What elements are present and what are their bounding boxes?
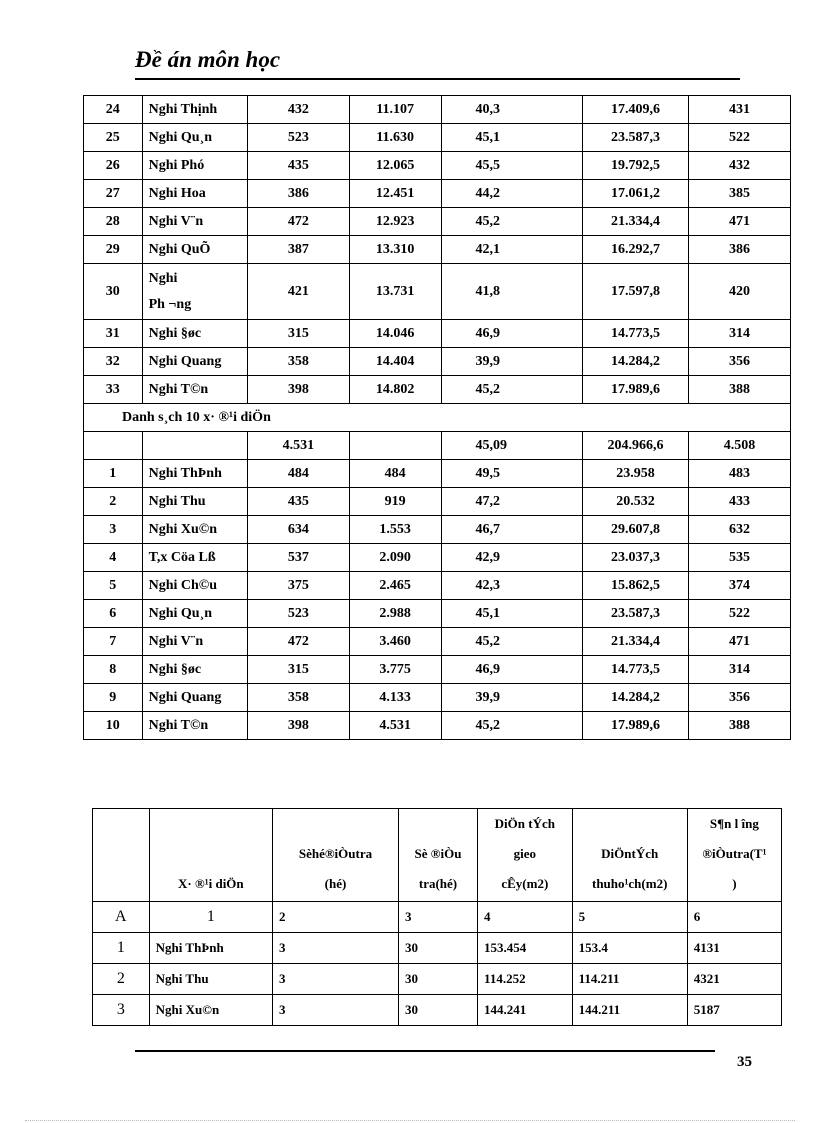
header-cell <box>687 809 781 902</box>
cell-value: 45,1 <box>441 600 582 628</box>
cell-value: 30 <box>398 933 477 964</box>
cell-name: Nghi ThÞnh <box>149 933 272 964</box>
commune-data-table <box>83 95 791 740</box>
page-edge-dotted-line <box>25 1120 795 1121</box>
cell-value: 398 <box>247 376 349 404</box>
cell-no: 3 <box>84 516 143 544</box>
header-line: cÊy(m2) <box>501 876 549 891</box>
header-line: ®iÒutra(T¹ <box>702 846 767 861</box>
cell-no: 8 <box>84 656 143 684</box>
cell-name: Nghi Qu¸n <box>142 124 247 152</box>
cell-value: 435 <box>247 488 349 516</box>
table-row <box>93 964 782 995</box>
table-row <box>93 995 782 1026</box>
cell-value: 634 <box>247 516 349 544</box>
cell-name: Nghi Thu <box>142 488 247 516</box>
cell-value: 153.4 <box>572 933 687 964</box>
cell-value: 356 <box>688 348 790 376</box>
cell-value: 21.334,4 <box>582 208 688 236</box>
cell-no: 2 <box>84 488 143 516</box>
cell-value: 13.310 <box>349 236 441 264</box>
footer-divider <box>135 1050 715 1052</box>
cell-no: 9 <box>84 684 143 712</box>
cell-value: 45,2 <box>441 376 582 404</box>
cell-value: 40,3 <box>441 96 582 124</box>
section-title: Danh s¸ch 10 x· ®¹i diÖn <box>84 404 791 432</box>
cell-value: 29.607,8 <box>582 516 688 544</box>
cell-no: 1 <box>84 460 143 488</box>
cell-value: 23.587,3 <box>582 600 688 628</box>
cell-value: 45,2 <box>441 712 582 740</box>
cell-name: Nghi QuÕ <box>142 236 247 264</box>
cell-value: 46,7 <box>441 516 582 544</box>
cell-value: 1.553 <box>349 516 441 544</box>
cell-value: 433 <box>688 488 790 516</box>
cell-value: 472 <box>247 628 349 656</box>
cell-value: 30 <box>398 995 477 1026</box>
cell-name: Nghi Xu©n <box>142 516 247 544</box>
cell-total: 4.508 <box>688 432 790 460</box>
cell-no: 29 <box>84 236 143 264</box>
header-cell-empty <box>93 809 150 902</box>
table-row <box>84 96 791 124</box>
cell-value: 398 <box>247 712 349 740</box>
cell-total: 45,09 <box>441 432 582 460</box>
cell-value: 314 <box>688 656 790 684</box>
table-row <box>84 208 791 236</box>
index-cell: 6 <box>687 902 781 933</box>
cell-value: 144.241 <box>478 995 573 1026</box>
cell-empty <box>142 432 247 460</box>
table-row <box>84 460 791 488</box>
table-header-row <box>93 809 782 902</box>
cell-value: 14.802 <box>349 376 441 404</box>
cell-value: 374 <box>688 572 790 600</box>
cell-value: 471 <box>688 208 790 236</box>
cell-value: 3 <box>273 964 399 995</box>
cell-value: 49,5 <box>441 460 582 488</box>
cell-value: 2.090 <box>349 544 441 572</box>
cell-value: 14.046 <box>349 320 441 348</box>
cell-value: 17.409,6 <box>582 96 688 124</box>
cell-value: 45,5 <box>441 152 582 180</box>
cell-value: 45,2 <box>441 208 582 236</box>
cell-value: 421 <box>247 264 349 320</box>
index-cell: A <box>93 902 150 933</box>
cell-value: 14.404 <box>349 348 441 376</box>
cell-no: 30 <box>84 264 143 320</box>
cell-no: 33 <box>84 376 143 404</box>
cell-no: 6 <box>84 600 143 628</box>
cell-name: Nghi §øc <box>142 656 247 684</box>
cell-total: 204.966,6 <box>582 432 688 460</box>
cell-value: 14.773,5 <box>582 320 688 348</box>
cell-value: 472 <box>247 208 349 236</box>
cell-value: 13.731 <box>349 264 441 320</box>
cell-value: 2.465 <box>349 572 441 600</box>
cell-name: Nghi Phó <box>142 152 247 180</box>
cell-value: 432 <box>688 152 790 180</box>
cell-value: 42,1 <box>441 236 582 264</box>
table-row <box>84 320 791 348</box>
cell-value: 4321 <box>687 964 781 995</box>
header-line: S¶n l îng <box>709 816 759 831</box>
header-line: thuho¹ch(m2) <box>592 876 668 891</box>
cell-name: Nghi ThÞnh <box>142 460 247 488</box>
cell-no: 7 <box>84 628 143 656</box>
cell-name: Nghi T©n <box>142 712 247 740</box>
table-row <box>84 656 791 684</box>
cell-name: Nghi Qu¸n <box>142 600 247 628</box>
table-row <box>84 684 791 712</box>
cell-value: 12.451 <box>349 180 441 208</box>
cell-value: 15.862,5 <box>582 572 688 600</box>
index-cell: 1 <box>149 902 272 933</box>
table-row <box>84 264 791 320</box>
index-cell: 3 <box>398 902 477 933</box>
cell-value: 20.532 <box>582 488 688 516</box>
cell-value: 388 <box>688 376 790 404</box>
cell-value: 432 <box>247 96 349 124</box>
cell-value: 23.958 <box>582 460 688 488</box>
cell-name: Nghi Ch©u <box>142 572 247 600</box>
header-line: X· ®¹i diÖn <box>178 876 244 891</box>
cell-value: 5187 <box>687 995 781 1026</box>
section-row <box>84 404 791 432</box>
cell-value: 44,2 <box>441 180 582 208</box>
cell-value: 420 <box>688 264 790 320</box>
cell-no: 25 <box>84 124 143 152</box>
cell-value: 358 <box>247 348 349 376</box>
cell-name: Nghi T©n <box>142 376 247 404</box>
cell-value: 42,9 <box>441 544 582 572</box>
index-cell: 4 <box>478 902 573 933</box>
header-line: (hé) <box>324 876 347 891</box>
cell-value: 535 <box>688 544 790 572</box>
header-line: gieo <box>513 846 537 861</box>
cell-value: 522 <box>688 600 790 628</box>
cell-empty <box>349 432 441 460</box>
cell-value: 12.065 <box>349 152 441 180</box>
cell-value: 114.252 <box>478 964 573 995</box>
cell-value: 46,9 <box>441 656 582 684</box>
header-line: DiÖntÝch <box>601 846 659 861</box>
cell-value: 483 <box>688 460 790 488</box>
cell-value: 16.292,7 <box>582 236 688 264</box>
cell-no: 27 <box>84 180 143 208</box>
table-row <box>84 516 791 544</box>
table-row <box>84 712 791 740</box>
cell-name: Nghi Quang <box>142 348 247 376</box>
index-cell: 2 <box>273 902 399 933</box>
cell-value: 30 <box>398 964 477 995</box>
table-row <box>84 544 791 572</box>
cell-value: 144.211 <box>572 995 687 1026</box>
cell-value: 41,8 <box>441 264 582 320</box>
cell-name-line: Ph ¬ng <box>148 296 192 312</box>
cell-value: 39,9 <box>441 348 582 376</box>
cell-value: 386 <box>247 180 349 208</box>
index-cell: 5 <box>572 902 687 933</box>
column-index-row <box>93 902 782 933</box>
cell-value: 2.988 <box>349 600 441 628</box>
cell-value: 523 <box>247 124 349 152</box>
header-cell <box>398 809 477 902</box>
cell-total: 4.531 <box>247 432 349 460</box>
cell-name: Nghi Xu©n <box>149 995 272 1026</box>
cell-no: 28 <box>84 208 143 236</box>
cell-value: 919 <box>349 488 441 516</box>
table-row <box>93 933 782 964</box>
cell-value: 315 <box>247 320 349 348</box>
cell-value: 314 <box>688 320 790 348</box>
cell-value: 23.037,3 <box>582 544 688 572</box>
cell-name: Nghi Hoa <box>142 180 247 208</box>
cell-name-line: Nghi <box>148 270 178 286</box>
table-row <box>84 152 791 180</box>
cell-value: 385 <box>688 180 790 208</box>
cell-no: 3 <box>93 995 150 1026</box>
cell-value: 3.460 <box>349 628 441 656</box>
cell-value: 356 <box>688 684 790 712</box>
cell-value: 3.775 <box>349 656 441 684</box>
cell-no: 1 <box>93 933 150 964</box>
cell-no: 5 <box>84 572 143 600</box>
table-row <box>84 628 791 656</box>
cell-value: 4131 <box>687 933 781 964</box>
cell-value: 523 <box>247 600 349 628</box>
cell-value: 23.587,3 <box>582 124 688 152</box>
cell-value: 537 <box>247 544 349 572</box>
cell-value: 11.630 <box>349 124 441 152</box>
cell-value: 14.773,5 <box>582 656 688 684</box>
header-cell <box>478 809 573 902</box>
cell-value: 522 <box>688 124 790 152</box>
document-header-title: Đề án môn học <box>135 47 281 72</box>
cell-value: 14.284,2 <box>582 348 688 376</box>
cell-name: Nghi Quang <box>142 684 247 712</box>
cell-value: 42,3 <box>441 572 582 600</box>
cell-value: 17.597,8 <box>582 264 688 320</box>
cell-value: 3 <box>273 995 399 1026</box>
cell-value: 632 <box>688 516 790 544</box>
cell-name <box>142 264 247 320</box>
cell-value: 4.133 <box>349 684 441 712</box>
cell-name: Nghi Thịnh <box>142 96 247 124</box>
totals-row <box>84 432 791 460</box>
cell-value: 386 <box>688 236 790 264</box>
cell-value: 375 <box>247 572 349 600</box>
cell-name: Nghi V¨n <box>142 628 247 656</box>
cell-value: 471 <box>688 628 790 656</box>
cell-value: 153.454 <box>478 933 573 964</box>
cell-value: 114.211 <box>572 964 687 995</box>
cell-empty <box>84 432 143 460</box>
header-line: ) <box>732 876 737 891</box>
cell-no: 24 <box>84 96 143 124</box>
cell-value: 19.792,5 <box>582 152 688 180</box>
cell-value: 11.107 <box>349 96 441 124</box>
cell-value: 12.923 <box>349 208 441 236</box>
header-line: DiÖn tÝch <box>494 816 555 831</box>
table-row <box>84 600 791 628</box>
table-row <box>84 236 791 264</box>
cell-no: 26 <box>84 152 143 180</box>
cell-value: 39,9 <box>441 684 582 712</box>
header-divider <box>135 78 740 80</box>
cell-value: 4.531 <box>349 712 441 740</box>
cell-value: 14.284,2 <box>582 684 688 712</box>
cell-no: 2 <box>93 964 150 995</box>
cell-value: 435 <box>247 152 349 180</box>
cell-no: 10 <box>84 712 143 740</box>
header-line: Sè ®iÒu <box>414 846 462 861</box>
cell-value: 388 <box>688 712 790 740</box>
cell-value: 17.989,6 <box>582 376 688 404</box>
header-cell <box>572 809 687 902</box>
cell-value: 3 <box>273 933 399 964</box>
cell-value: 431 <box>688 96 790 124</box>
cell-value: 17.989,6 <box>582 712 688 740</box>
cell-value: 484 <box>247 460 349 488</box>
cell-value: 315 <box>247 656 349 684</box>
survey-summary-table <box>92 808 782 1026</box>
cell-value: 45,2 <box>441 628 582 656</box>
cell-name: Nghi Thu <box>149 964 272 995</box>
cell-value: 358 <box>247 684 349 712</box>
table-row <box>84 180 791 208</box>
cell-name: Nghi §øc <box>142 320 247 348</box>
header-cell <box>273 809 399 902</box>
table-row <box>84 488 791 516</box>
cell-no: 4 <box>84 544 143 572</box>
cell-value: 484 <box>349 460 441 488</box>
cell-value: 47,2 <box>441 488 582 516</box>
cell-no: 31 <box>84 320 143 348</box>
header-cell <box>149 809 272 902</box>
page-number: 35 <box>737 1054 752 1070</box>
cell-name: T,x Cöa Lß <box>142 544 247 572</box>
table-row <box>84 376 791 404</box>
cell-value: 17.061,2 <box>582 180 688 208</box>
cell-value: 46,9 <box>441 320 582 348</box>
cell-value: 387 <box>247 236 349 264</box>
table-row <box>84 348 791 376</box>
table-row <box>84 572 791 600</box>
cell-name: Nghi V¨n <box>142 208 247 236</box>
cell-value: 45,1 <box>441 124 582 152</box>
header-line: tra(hé) <box>418 876 458 891</box>
table-row <box>84 124 791 152</box>
cell-no: 32 <box>84 348 143 376</box>
header-line: Sèhé®iÒutra <box>298 846 373 861</box>
cell-value: 21.334,4 <box>582 628 688 656</box>
